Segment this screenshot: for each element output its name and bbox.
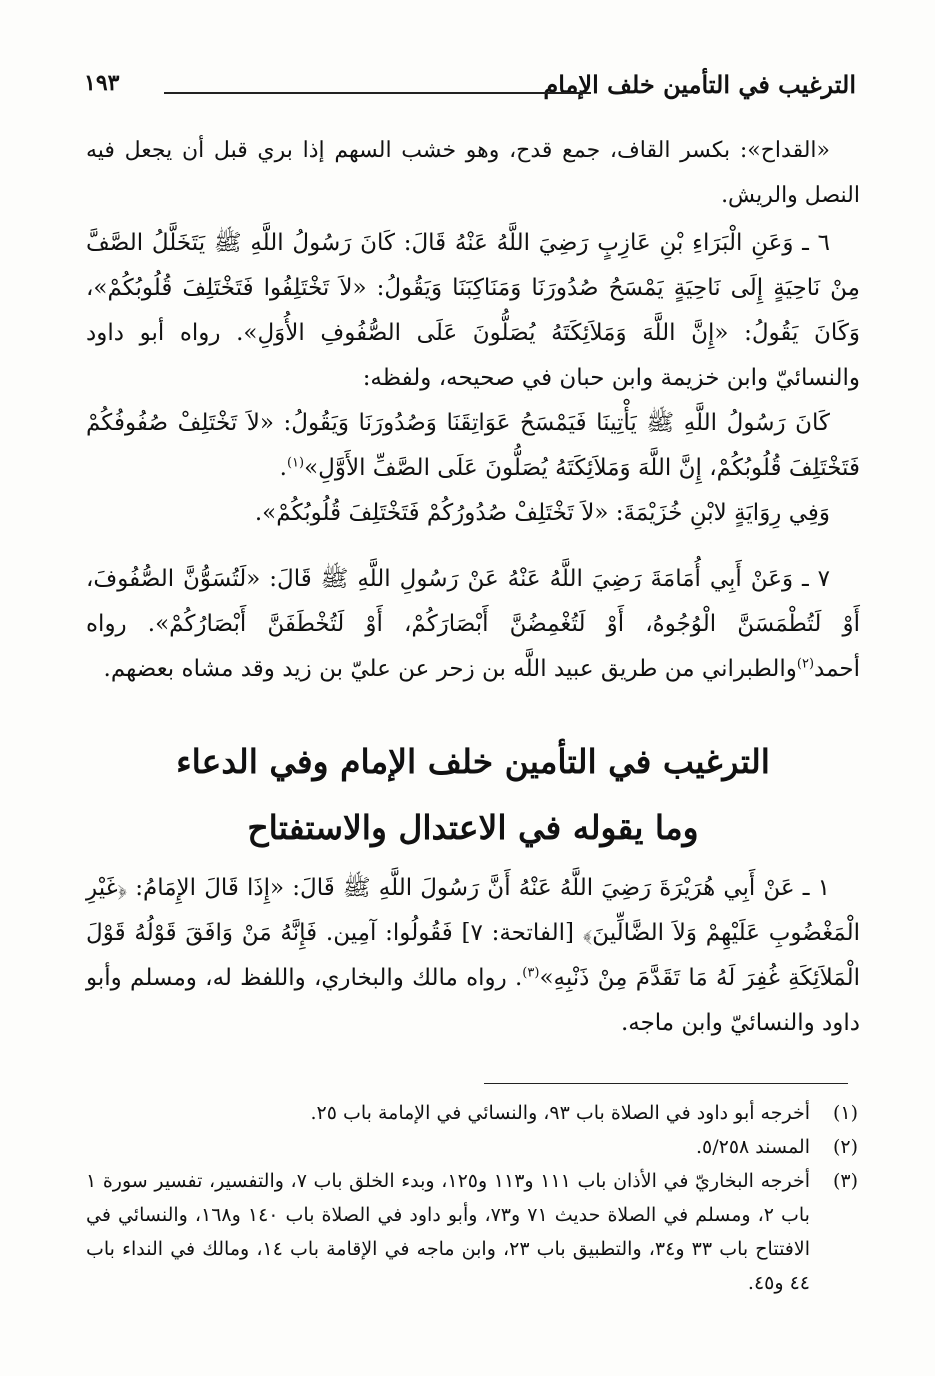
running-header (84, 70, 856, 110)
footnote-item (86, 1164, 858, 1300)
hadith-1 (86, 866, 860, 1046)
footnote-ref-1[interactable]: (١) (286, 455, 305, 471)
hadith-7-body: ٧ ـ وَعَنْ أَبِي أُمَامَةَ رَضِيَ اللَّهُ عَنْهُ عَنْ رَسُولِ اللَّهِ ﷺ قَالَ: «لَتُسَوُّنَّ الصُّفُوفَ، أَوْ لَتُطْمَسَنَّ الْوُجُوهُ، أَوْ لَتُغْمِضُنَّ أَبْصَارَكُمْ، أَوْ لَتُخْطَفَنَّ أَبْصَارُكُمْ». رواه أحمد (86, 566, 860, 682)
hadith-6-text (86, 221, 860, 401)
running-title: الترغيب في التأمين خلف الإمام (543, 70, 856, 99)
footnote-number: (٢) (832, 1136, 858, 1158)
footnotes (86, 1096, 858, 1300)
section-title-line-2: وما يقوله في الاعتدال والاستفتاح (247, 808, 699, 847)
footnote-item (86, 1096, 858, 1130)
footnote-text: أخرجه البخاريّ في الأذان باب ١١١ و١١٣ و١٢٥، وبدء الخلق باب ٧، والتفسير، تفسير سورة ١ باب ٢، ومسلم في الصلاة حديث ٧١ و٧٣، وأبو داود في الصلاة باب ١٤٠ و١٦٨، والنسائي في الافتتاح باب ٣٣ و٣٤، والتطبيق باب ٢٣، وابن ماجه في الإقامة باب ١٤، ومالك في النداء باب ٤٤ و٤٥. (86, 1170, 811, 1294)
footnote-number: (٣) (832, 1170, 858, 1192)
hadith-6-quote-text: كَانَ رَسُولُ اللَّهِ ﷺ يَأْتِينَا فَيَمْسَحُ عَوَاتِقَنَا وَصُدُورَنَا وَيَقُولُ: «لاَ تَخْتَلِفْ صُفُوفُكُمْ فَتَخْتَلِفَ قُلُوبُكُمْ، إِنَّ اللَّهَ وَمَلاَئِكَتَهُ يُصَلُّونَ عَلَى الصَّفِّ الأَوَّلِ» (86, 410, 860, 481)
section-title-line-1: الترغيب في التأمين خلف الإمام وفي الدعاء (176, 742, 770, 781)
hadith-6-body: ٦ ـ وَعَنِ الْبَرَاءِ بْنِ عَازِبٍ رَضِيَ اللَّهُ عَنْهُ قَالَ: كَانَ رَسُولُ اللَّهِ ﷺ يَتَخَلَّلُ الصَّفَّ مِنْ نَاحِيَةٍ إِلَى نَاحِيَةٍ يَمْسَحُ صُدُورَنَا وَمَنَاكِبَنَا وَيَقُولُ: «لاَ تَخْتَلِفُوا فَتَخْتَلِفَ قُلُوبُكُمْ»، وَكَانَ يَقُولُ: «إِنَّ اللَّهَ وَمَلاَئِكَتَهُ يُصَلُّونَ عَلَى الصُّفُوفِ الأُوَلِ». رواه أبو داود والنسائيّ وابن خزيمة وابن حبان في صحيحه، ولفظه: (86, 230, 860, 391)
footnote-item (86, 1130, 858, 1164)
hadith-1-tail: . رواه مالك والبخاري، واللفظ له، ومسلم وأبو داود والنسائيّ وابن ماجه. (86, 965, 860, 1036)
footnote-number: (١) (832, 1102, 858, 1124)
footnote-text: أخرجه أبو داود في الصلاة باب ٩٣، والنسائي في الإمامة باب ٢٥. (310, 1102, 810, 1124)
hadith-1-text (86, 866, 860, 1046)
hadith-6-quote: كَانَ رَسُولُ اللَّهِ ﷺ يَأْتِينَا فَيَمْسَحُ عَوَاتِقَنَا وَصُدُورَنَا وَيَقُولُ: «لاَ تَخْتَلِفْ صُفُوفُكُمْ فَتَخْتَلِفَ قُلُوبُكُمْ، إِنَّ اللَّهَ وَمَلاَئِكَتَهُ يُصَلُّونَ عَلَى الصَّفِّ الأَوَّلِ»$^{(١)}$. (86, 410, 860, 481)
hadith-7-text (86, 557, 860, 692)
page-number: ١٩٣ (84, 70, 120, 96)
hadith-1-body: ١ ـ عَنْ أَبِي هُرَيْرَةَ رَضِيَ اللَّهُ عَنْهُ أَنَّ رَسُولَ اللَّهِ ﷺ قَالَ: «إِذَا قَالَ الإِمَامُ: ﴿غَيْرِ الْمَغْضُوبِ عَلَيْهِمْ وَلاَ الضَّالِّينَ﴾ [الفاتحة: ٧] فَقُولُوا: آمِين. فَإِنَّهُ مَنْ وَافَقَ قَوْلُهُ قَوْلَ الْمَلاَئِكَةِ غُفِرَ لَهُ مَا تَقَدَّمَ مِنْ ذَنْبِهِ» (86, 875, 861, 991)
hadith-6 (86, 221, 860, 536)
footnote-text: المسند ٥/٢٥٨. (695, 1136, 810, 1158)
hadith-7 (86, 557, 860, 692)
top-note (86, 128, 860, 218)
hadith-7-tail: والطبراني من طريق عبيد اللَّه بن زحر عن عليّ بن زيد وقد مشاه بعضهم. (103, 656, 797, 682)
footnote-ref-3[interactable]: (٣) (522, 965, 540, 981)
qidah-definition: «القداح»: بكسر القاف، جمع قدح، وهو خشب السهم إذا بري قبل أن يجعل فيه النصل والريش. (86, 138, 860, 208)
footnote-divider (484, 1083, 848, 1084)
header-rule (164, 92, 591, 94)
footnote-ref-2[interactable]: (٢) (796, 656, 815, 672)
hadith-6-riwaya: وَفِي رِوَايَةٍ لابْنِ خُزَيْمَةَ: «لاَ تَخْتَلِفْ صُدُورُكُمْ فَتَخْتَلِفَ قُلُوبُكُمْ». (254, 500, 830, 526)
